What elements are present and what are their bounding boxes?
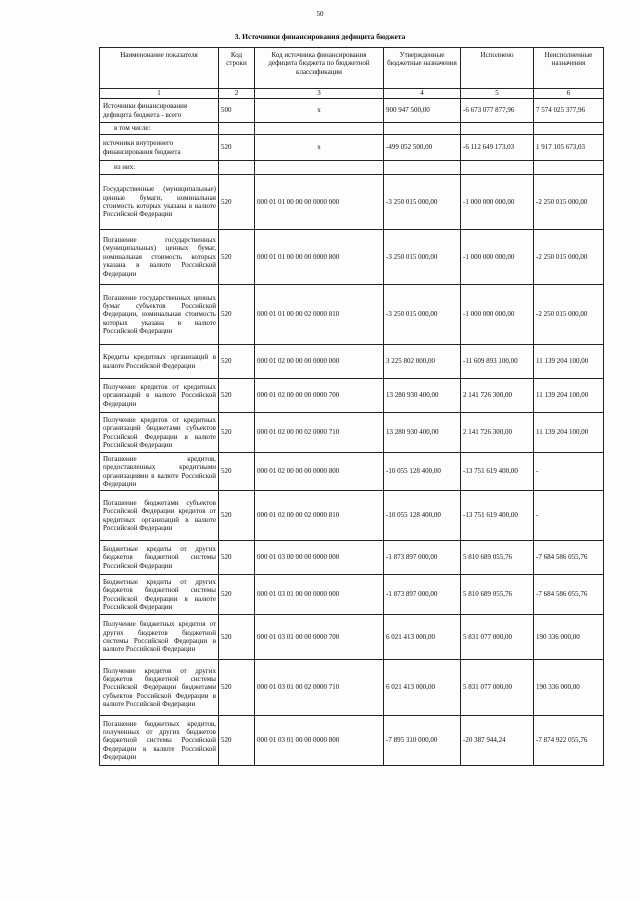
row-code: 520 (219, 453, 255, 491)
row-executed-amount: 5 810 689 055,76 (461, 541, 534, 575)
row-executed-amount: -1 000 000 000,00 (461, 285, 534, 345)
row-name: Погашение государственных ценных бумаг субъектов Российской Федерации, номинальная стоимость которых указана в валюте Российской Федерации (100, 285, 219, 345)
row-unexecuted-amount: -7 874 922 055,76 (534, 716, 604, 766)
row-source-code: x (255, 99, 384, 123)
row-unexecuted-amount: 7 574 025 377,96 (534, 99, 604, 123)
row-source-code: x (255, 135, 384, 161)
row-source-code: 000 01 02 00 00 02 0000 810 (255, 491, 384, 541)
header-source: Код источника финансирования дефицита бюджета по бюджетной классификации (255, 48, 384, 89)
row-source-code: 000 01 02 00 00 00 0000 000 (255, 345, 384, 379)
row-approved-amount: -1 873 897 000,00 (384, 575, 461, 615)
row-source-code (255, 123, 384, 135)
row-approved-amount: 13 280 930 400,00 (384, 379, 461, 413)
row-approved-amount: -10 055 128 400,00 (384, 453, 461, 491)
row-executed-amount: 5 810 689 055,76 (461, 575, 534, 615)
row-unexecuted-amount: -2 250 015 000,00 (534, 175, 604, 230)
row-approved-amount: -3 250 015 000,00 (384, 230, 461, 285)
row-name: Получение кредитов от кредитных организаций бюджетами субъектов Российской Федерации в валюте Российской Федерации (100, 413, 219, 453)
row-name: Погашение бюджетных кредитов, полученных от других бюджетов бюджетной системы Российской Федерации в валюте Российской Федерации (100, 716, 219, 766)
row-code: 520 (219, 175, 255, 230)
row-code: 500 (219, 99, 255, 123)
table-row (100, 379, 604, 413)
row-approved-amount: -499 052 500,00 (384, 135, 461, 161)
header-unexecuted: Неисполненные назначения (534, 48, 604, 89)
table-row (100, 99, 604, 123)
row-code: 520 (219, 285, 255, 345)
row-approved-amount (384, 161, 461, 175)
row-source-code: 000 01 01 00 00 02 0000 810 (255, 285, 384, 345)
table-row (100, 135, 604, 161)
row-executed-amount: -13 751 619 400,00 (461, 453, 534, 491)
row-source-code: 000 01 03 01 00 00 0000 700 (255, 615, 384, 660)
row-source-code: 000 01 02 00 00 00 0000 800 (255, 453, 384, 491)
header-executed: Исполнено (461, 48, 534, 89)
row-approved-amount: -1 873 897 000,00 (384, 541, 461, 575)
row-name: Погашение бюджетами субъектов Российской Федерации кредитов от кредитных организаций в валюте Российской Федерации (100, 491, 219, 541)
row-code: 520 (219, 541, 255, 575)
row-name: Получение кредитов от других бюджетов бюджетной системы Российской Федерации бюджетами субъектов Российской Федерации в валюте Российской Федерации (100, 660, 219, 716)
row-unexecuted-amount: -7 684 586 055,76 (534, 541, 604, 575)
row-executed-amount: 5 831 077 000,00 (461, 615, 534, 660)
row-name: Источники финансирования дефицита бюджета - всего (100, 99, 219, 123)
table-row (100, 123, 604, 135)
header-code: Код строки (219, 48, 255, 89)
row-unexecuted-amount: - (534, 491, 604, 541)
row-unexecuted-amount: 190 336 000,00 (534, 660, 604, 716)
row-name: в том числе: (100, 123, 219, 135)
row-approved-amount: 13 280 930 400,00 (384, 413, 461, 453)
table-row (100, 285, 604, 345)
row-name: источники внутреннего финансирования бюджета (100, 135, 219, 161)
row-unexecuted-amount (534, 161, 604, 175)
row-unexecuted-amount: -2 250 015 000,00 (534, 230, 604, 285)
row-code: 520 (219, 660, 255, 716)
row-code: 520 (219, 230, 255, 285)
row-source-code: 000 01 03 01 00 02 0000 710 (255, 660, 384, 716)
financing-sources-table (99, 47, 604, 766)
row-source-code (255, 161, 384, 175)
row-code: 520 (219, 345, 255, 379)
row-executed-amount: 5 831 077 000,00 (461, 660, 534, 716)
row-unexecuted-amount: 11 139 204 100,00 (534, 379, 604, 413)
table-row (100, 413, 604, 453)
row-code (219, 161, 255, 175)
row-source-code: 000 01 03 00 00 00 0000 000 (255, 541, 384, 575)
row-name: Погашение государственных (муниципальных) ценных бумаг, номинальная стоимость которых указана в валюте Российской Федерации (100, 230, 219, 285)
row-approved-amount: -3 250 015 000,00 (384, 285, 461, 345)
row-code: 520 (219, 716, 255, 766)
row-source-code: 000 01 03 01 00 00 0000 800 (255, 716, 384, 766)
table-row (100, 453, 604, 491)
row-unexecuted-amount: - (534, 453, 604, 491)
table-row (100, 660, 604, 716)
header-approved: Утвержденные бюджетные назначения (384, 48, 461, 89)
row-name: Погашение кредитов, предоставленных кредитными организациями в валюте Российской Федерации (100, 453, 219, 491)
column-number: 6 (534, 89, 604, 99)
table-row (100, 491, 604, 541)
row-executed-amount: 2 141 726 300,00 (461, 379, 534, 413)
row-name: Бюджетные кредиты от других бюджетов бюджетной системы Российской Федерации (100, 541, 219, 575)
row-name: Кредиты кредитных организаций в валюте Российской Федерации (100, 345, 219, 379)
row-executed-amount: -13 751 619 400,00 (461, 491, 534, 541)
row-source-code: 000 01 02 00 00 02 0000 710 (255, 413, 384, 453)
table-row (100, 541, 604, 575)
table-row (100, 161, 604, 175)
row-unexecuted-amount (534, 123, 604, 135)
row-unexecuted-amount: -2 250 015 000,00 (534, 285, 604, 345)
row-source-code: 000 01 03 01 00 00 0000 000 (255, 575, 384, 615)
table-row (100, 575, 604, 615)
row-executed-amount (461, 161, 534, 175)
row-source-code: 000 01 02 00 00 00 0000 700 (255, 379, 384, 413)
row-name: Получение кредитов от кредитных организаций в валюте Российской Федерации (100, 379, 219, 413)
row-code: 520 (219, 135, 255, 161)
column-number: 2 (219, 89, 255, 99)
row-source-code: 000 01 01 00 00 00 0000 800 (255, 230, 384, 285)
table-row (100, 615, 604, 660)
row-unexecuted-amount: 1 917 105 673,03 (534, 135, 604, 161)
table-row (100, 175, 604, 230)
row-code: 520 (219, 575, 255, 615)
row-approved-amount: 900 947 500,00 (384, 99, 461, 123)
row-approved-amount: -7 895 310 000,00 (384, 716, 461, 766)
section-title: 3. Источники финансирования дефицита бюджета (234, 32, 406, 41)
row-approved-amount: -10 055 128 400,00 (384, 491, 461, 541)
row-name: из них: (100, 161, 219, 175)
row-code: 520 (219, 491, 255, 541)
row-approved-amount: 3 225 802 000,00 (384, 345, 461, 379)
row-name: Получение бюджетных кредитов от других бюджетов бюджетной системы Российской Федерации в валюте Российской Федерации (100, 615, 219, 660)
row-source-code: 000 01 01 00 00 00 0000 000 (255, 175, 384, 230)
row-name: Государственные (муниципальные) ценные бумаги, номинальная стоимость которых указана в валюте Российской Федерации (100, 175, 219, 230)
page-number: 50 (316, 10, 324, 18)
header-name: Наименование показателя (100, 48, 219, 89)
row-code: 520 (219, 615, 255, 660)
row-unexecuted-amount: 190 336 000,00 (534, 615, 604, 660)
row-code (219, 123, 255, 135)
row-executed-amount: -20 387 944,24 (461, 716, 534, 766)
table-row (100, 716, 604, 766)
column-number-row (100, 89, 604, 99)
row-executed-amount: -6 112 649 173,03 (461, 135, 534, 161)
row-code: 520 (219, 379, 255, 413)
row-approved-amount: -3 250 015 000,00 (384, 175, 461, 230)
row-approved-amount: 6 021 413 000,00 (384, 615, 461, 660)
row-executed-amount: -11 609 893 100,00 (461, 345, 534, 379)
column-number: 3 (255, 89, 384, 99)
row-executed-amount: -6 673 077 877,96 (461, 99, 534, 123)
row-name: Бюджетные кредиты от других бюджетов бюджетной системы Российской Федерации в валюте Российской Федерации (100, 575, 219, 615)
row-approved-amount (384, 123, 461, 135)
row-code: 520 (219, 413, 255, 453)
row-executed-amount: -1 000 000 000,00 (461, 230, 534, 285)
column-number: 4 (384, 89, 461, 99)
row-unexecuted-amount: 11 139 204 100,00 (534, 413, 604, 453)
column-number: 1 (100, 89, 219, 99)
row-approved-amount: 6 021 413 000,00 (384, 660, 461, 716)
row-executed-amount: 2 141 726 300,00 (461, 413, 534, 453)
row-unexecuted-amount: -7 684 586 055,76 (534, 575, 604, 615)
column-number: 5 (461, 89, 534, 99)
row-unexecuted-amount: 11 139 204 100,00 (534, 345, 604, 379)
table-row (100, 230, 604, 285)
row-executed-amount: -1 000 000 000,00 (461, 175, 534, 230)
table-row (100, 345, 604, 379)
row-executed-amount (461, 123, 534, 135)
header-row (100, 48, 604, 89)
